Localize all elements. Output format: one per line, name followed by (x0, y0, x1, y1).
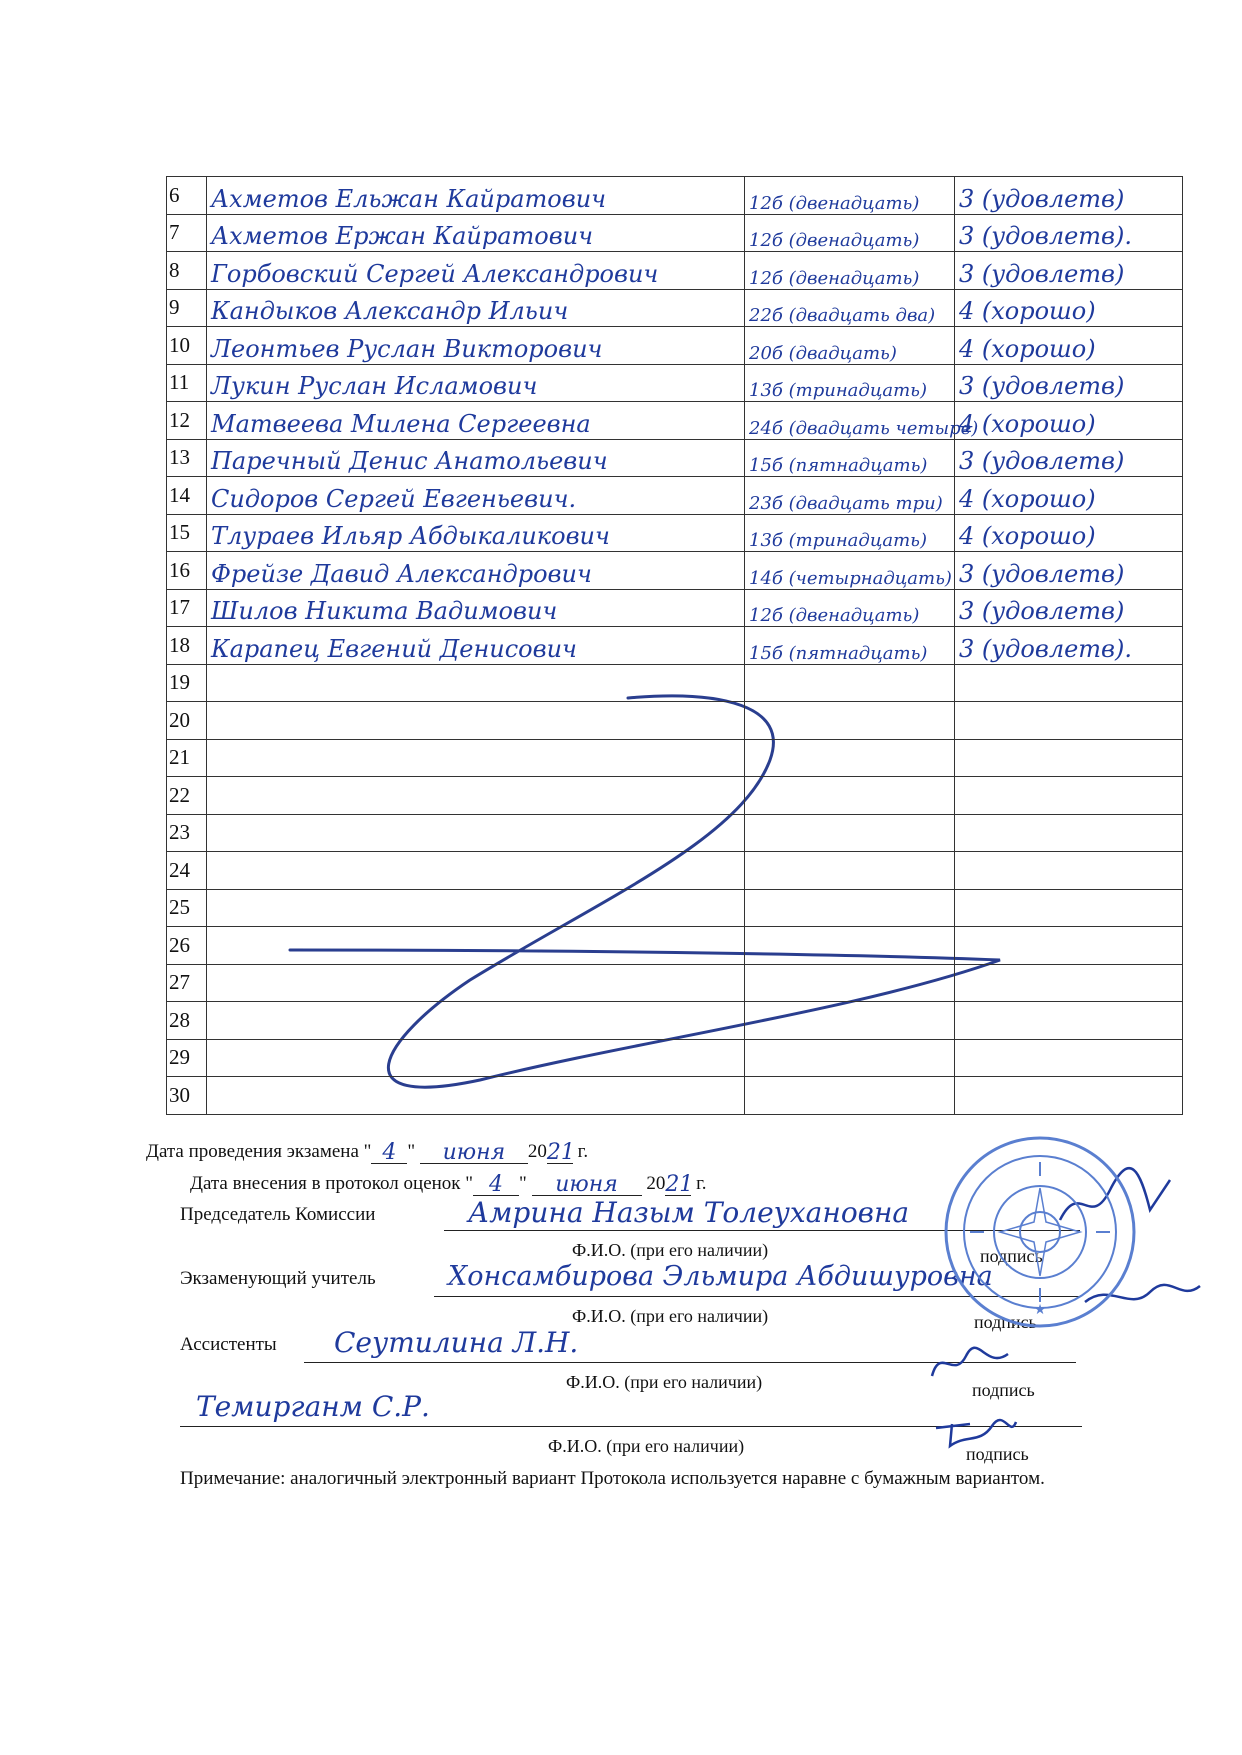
row-number: 14 (167, 477, 207, 515)
row-number: 19 (167, 664, 207, 702)
student-name (207, 852, 745, 890)
student-score-text: 12б (двенадцать) (749, 192, 920, 214)
student-score-text: 14б (четырнадцать) (749, 567, 952, 589)
student-grade (955, 327, 1183, 365)
row-number: 26 (167, 927, 207, 965)
student-grade (955, 214, 1183, 252)
table-row (167, 552, 1183, 590)
student-score-text: 15б (пятнадцать) (749, 642, 928, 664)
table-row (167, 927, 1183, 965)
row-number: 9 (167, 289, 207, 327)
student-score (745, 889, 955, 927)
student-score (745, 477, 955, 515)
exam-date-label: Дата проведения экзамена " (146, 1141, 372, 1162)
student-name-text: Кандыков Александр Ильич (211, 297, 569, 325)
exam-date-month: июня (442, 1140, 506, 1165)
student-name (207, 477, 745, 515)
table-row (167, 889, 1183, 927)
student-grade (955, 252, 1183, 290)
table-row (167, 1077, 1183, 1115)
student-name-text: Фрейзе Давид Александрович (211, 559, 592, 588)
student-grade-text: 3 (удовлетв) (959, 259, 1125, 288)
student-grade (955, 1039, 1183, 1077)
student-score (745, 777, 955, 815)
assistant-1-name: Сеутилина Л.Н. (334, 1326, 579, 1359)
student-score (745, 327, 955, 365)
table-row (167, 852, 1183, 890)
student-name-text: Шилов Никита Вадимович (211, 597, 558, 625)
student-grade (955, 964, 1183, 1002)
official-stamp (940, 1132, 1140, 1332)
student-grade-text: 3 (удовлетв) (959, 372, 1125, 400)
student-grade (955, 177, 1183, 215)
student-score-text: 13б (тринадцать) (749, 380, 927, 401)
table-row (167, 514, 1183, 552)
student-score (745, 852, 955, 890)
student-name (207, 627, 745, 665)
table-row (167, 1039, 1183, 1077)
student-score (745, 252, 955, 290)
table-row (167, 702, 1183, 740)
entry-date-month: июня (555, 1172, 618, 1197)
student-score (745, 627, 955, 665)
student-name (207, 589, 745, 627)
student-name (207, 327, 745, 365)
row-number: 8 (167, 252, 207, 290)
student-name-text: Матвеева Милена Сергеевна (211, 409, 591, 438)
exam-date-line: Дата проведения экзамена " 4 " июня 2021 г. (146, 1140, 589, 1165)
student-name (207, 927, 745, 965)
student-name (207, 1039, 745, 1077)
student-score (745, 1077, 955, 1115)
row-number: 20 (167, 702, 207, 740)
assistant-2-name: Темирганм С.Р. (196, 1390, 430, 1423)
student-name-text: Ахметов Ержан Кайратович (211, 222, 594, 250)
row-number: 11 (167, 364, 207, 402)
teacher-name: Хонсамбирова Эльмира Абдишуровна (448, 1261, 993, 1292)
svg-text:★: ★ (1033, 1302, 1047, 1318)
student-name (207, 814, 745, 852)
student-grade-text: 4 (хорошо) (959, 409, 1096, 438)
student-grade-text: 3 (удовлетв). (959, 222, 1133, 250)
table-row (167, 402, 1183, 440)
student-grade-text: 4 (хорошо) (959, 522, 1096, 550)
table-row (167, 214, 1183, 252)
student-name (207, 1077, 745, 1115)
table-row (167, 252, 1183, 290)
student-score-text: 22б (двадцать два) (749, 305, 936, 326)
student-name (207, 177, 745, 215)
chairman-fio-caption: Ф.И.О. (при его наличии) (572, 1240, 769, 1260)
student-score (745, 739, 955, 777)
student-score (745, 664, 955, 702)
row-number: 28 (167, 1002, 207, 1040)
row-number: 17 (167, 589, 207, 627)
table-row (167, 589, 1183, 627)
table-row (167, 664, 1183, 702)
student-grade (955, 814, 1183, 852)
student-score-text: 12б (двенадцать) (749, 605, 920, 626)
student-name (207, 702, 745, 740)
row-number: 22 (167, 777, 207, 815)
student-score (745, 927, 955, 965)
row-number: 10 (167, 327, 207, 365)
entry-date-line: Дата внесения в протокол оценок " 4 " июня 2021 г. (190, 1172, 707, 1197)
student-score (745, 177, 955, 215)
student-name-text: Карапец Евгений Денисович (211, 634, 577, 663)
grades-table (166, 176, 1183, 1115)
table-row (167, 1002, 1183, 1040)
footnote: Примечание: аналогичный электронный вариант Протокола используется наравне с бумажным вариантом. (180, 1468, 1045, 1489)
student-score (745, 214, 955, 252)
assistant-2-signature (930, 1404, 1020, 1454)
student-grade (955, 589, 1183, 627)
student-score (745, 514, 955, 552)
table-row (167, 477, 1183, 515)
row-number: 6 (167, 177, 207, 215)
row-number: 25 (167, 889, 207, 927)
student-name (207, 1002, 745, 1040)
row-number: 27 (167, 964, 207, 1002)
exam-date-day: 4 (382, 1140, 397, 1165)
student-grade-text: 4 (хорошо) (959, 334, 1096, 363)
table-row (167, 289, 1183, 327)
teacher-fio-caption: Ф.И.О. (при его наличии) (572, 1306, 769, 1326)
student-grade (955, 889, 1183, 927)
student-grade (955, 852, 1183, 890)
student-grade (955, 1077, 1183, 1115)
student-name-text: Лукин Руслан Исламович (211, 372, 538, 400)
table-row (167, 739, 1183, 777)
row-number: 15 (167, 514, 207, 552)
student-name-text: Паречный Денис Анатольевич (211, 447, 608, 475)
table-row (167, 177, 1183, 215)
entry-date-day: 4 (489, 1172, 504, 1197)
row-number: 30 (167, 1077, 207, 1115)
student-score (745, 439, 955, 477)
student-grade (955, 702, 1183, 740)
student-grade (955, 777, 1183, 815)
row-number: 29 (167, 1039, 207, 1077)
student-grade (955, 289, 1183, 327)
student-name-text: Горбовский Сергей Александрович (211, 259, 659, 288)
student-grade-text: 3 (удовлетв) (959, 559, 1125, 588)
table-row (167, 439, 1183, 477)
student-grade (955, 477, 1183, 515)
student-name (207, 289, 745, 327)
student-name (207, 364, 745, 402)
assistant-2-fio-caption: Ф.И.О. (при его наличии) (548, 1436, 745, 1456)
chairman-signature-caption: подпись (980, 1246, 1043, 1266)
student-grade-text: 4 (хорошо) (959, 484, 1096, 513)
student-grade (955, 627, 1183, 665)
student-name (207, 552, 745, 590)
student-grade-text: 4 (хорошо) (959, 297, 1096, 325)
student-grade (955, 402, 1183, 440)
student-grade-text: 3 (удовлетв) (959, 447, 1125, 475)
student-score-text: 20б (двадцать) (749, 342, 897, 364)
student-grade-text: 3 (удовлетв) (959, 597, 1125, 625)
student-name-text: Леонтьев Руслан Викторович (211, 334, 603, 363)
student-score (745, 552, 955, 590)
assistant-1-signature-caption: подпись (972, 1380, 1035, 1400)
chairman-label: Председатель Комиссии (180, 1204, 376, 1225)
student-grade (955, 364, 1183, 402)
assistant-1-signature (924, 1340, 1014, 1390)
student-grade (955, 739, 1183, 777)
student-grade (955, 927, 1183, 965)
student-score (745, 289, 955, 327)
student-name-text: Сидоров Сергей Евгеньевич. (211, 484, 577, 513)
student-name (207, 739, 745, 777)
student-grade-text: 3 (удовлетв). (959, 634, 1133, 663)
student-name (207, 402, 745, 440)
row-number: 12 (167, 402, 207, 440)
student-name (207, 439, 745, 477)
student-grade (955, 1002, 1183, 1040)
row-number: 21 (167, 739, 207, 777)
student-grade (955, 552, 1183, 590)
student-score (745, 702, 955, 740)
student-name (207, 514, 745, 552)
row-number: 24 (167, 852, 207, 890)
table-row (167, 327, 1183, 365)
row-number: 18 (167, 627, 207, 665)
student-name (207, 889, 745, 927)
student-name (207, 964, 745, 1002)
student-score (745, 1002, 955, 1040)
student-score (745, 1039, 955, 1077)
student-score-text: 13б (тринадцать) (749, 530, 927, 551)
student-score-text: 12б (двенадцать) (749, 230, 920, 251)
table-row (167, 364, 1183, 402)
student-grade (955, 664, 1183, 702)
student-score-text: 24б (двадцать четыре) (749, 417, 979, 439)
student-name (207, 252, 745, 290)
row-number: 13 (167, 439, 207, 477)
student-score-text: 23б (двадцать три) (749, 492, 943, 514)
student-score (745, 402, 979, 440)
row-number: 7 (167, 214, 207, 252)
student-score (745, 364, 955, 402)
table-row (167, 627, 1183, 665)
teacher-label: Экзаменующий учитель (180, 1268, 376, 1289)
assistants-label: Ассистенты (180, 1334, 277, 1355)
student-score-text: 12б (двенадцать) (749, 267, 920, 289)
student-grade (955, 514, 1183, 552)
assistant-1-fio-caption: Ф.И.О. (при его наличии) (566, 1372, 763, 1392)
student-name (207, 214, 745, 252)
entry-date-label: Дата внесения в протокол оценок " (190, 1173, 474, 1194)
student-name-text: Ахметов Ельжан Кайратович (211, 184, 607, 213)
table-row (167, 777, 1183, 815)
student-score-text: 15б (пятнадцать) (749, 455, 928, 476)
table-row (167, 814, 1183, 852)
assistant-2-signature-caption: подпись (966, 1444, 1029, 1464)
teacher-signature-caption: подпись (974, 1312, 1037, 1332)
student-name (207, 777, 745, 815)
exam-date-year: 21 (546, 1140, 575, 1165)
student-name (207, 664, 745, 702)
student-score (745, 589, 955, 627)
row-number: 16 (167, 552, 207, 590)
student-score (745, 814, 955, 852)
student-grade (955, 439, 1183, 477)
student-name-text: Тлураев Ильяр Абдыкаликович (211, 522, 610, 550)
entry-date-year: 21 (665, 1172, 694, 1197)
student-score (745, 964, 955, 1002)
table-row (167, 964, 1183, 1002)
chairman-name: Амрина Назым Толеухановна (468, 1196, 910, 1229)
row-number: 23 (167, 814, 207, 852)
student-grade-text: 3 (удовлетв) (959, 184, 1125, 213)
